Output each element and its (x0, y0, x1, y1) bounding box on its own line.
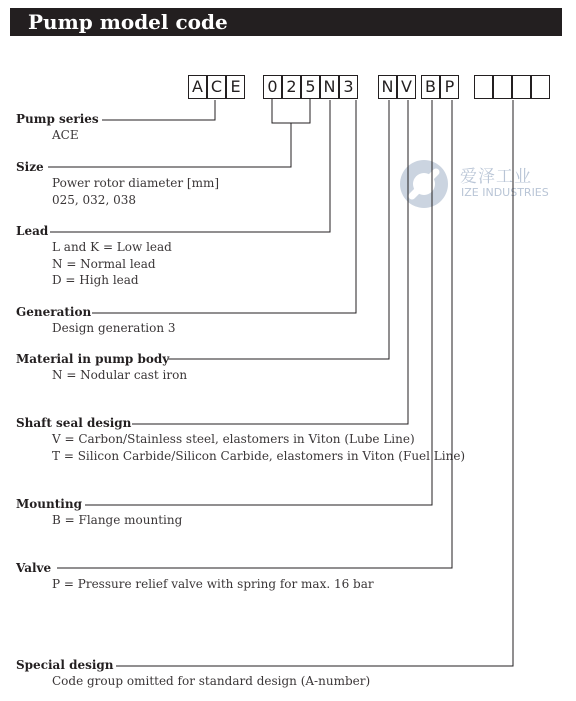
code-box: C (207, 75, 226, 99)
code-box: V (397, 75, 416, 99)
code-box: N (320, 75, 339, 99)
section-line: Power rotor diameter [mm] (52, 176, 220, 190)
section-generation (16, 305, 176, 337)
section-line: N = Normal lead (52, 256, 156, 271)
watermark-cn: 爱泽工业 (460, 167, 532, 187)
section-line: D = High lead (52, 273, 139, 287)
section-special-design (16, 658, 370, 690)
section-line: T = Silicon Carbide/Silicon Carbide, elastomers in Viton (Fuel Line) (52, 448, 466, 463)
section-heading: Size (16, 160, 44, 174)
section-heading: Material in pump body (16, 352, 170, 366)
section-heading: Mounting (16, 497, 82, 511)
code-box: E (226, 75, 245, 99)
section-line: ACE (52, 128, 79, 142)
section-line: Design generation 3 (52, 321, 176, 335)
section-heading: Shaft seal design (16, 416, 132, 430)
page-title: Pump model code (28, 10, 228, 34)
code-box: 5 (301, 75, 320, 99)
section-mounting (16, 497, 182, 529)
section-lead (16, 224, 172, 289)
code-box: P (440, 75, 459, 99)
section-line: L and K = Low lead (52, 240, 172, 254)
code-box: A (188, 75, 207, 99)
section-shaft-seal (16, 416, 465, 464)
section-line: B = Flange mounting (52, 513, 183, 527)
section-heading: Valve (16, 561, 52, 575)
section-heading: Generation (16, 305, 92, 319)
section-line: V = Carbon/Stainless steel, elastomers in Viton (Lube Line) (52, 432, 415, 446)
code-box: 3 (339, 75, 358, 99)
code-box: 2 (282, 75, 301, 99)
section-material (16, 352, 187, 384)
section-heading: Pump series (16, 112, 99, 126)
section-pump-series (16, 112, 99, 144)
code-box: 0 (263, 75, 282, 99)
section-heading: Lead (16, 224, 49, 238)
section-heading: Special design (16, 658, 114, 672)
section-size (16, 160, 219, 208)
code-box: B (421, 75, 440, 99)
watermark-en: IZE INDUSTRIES (461, 186, 549, 199)
section-line: Code group omitted for standard design (A-number) (52, 674, 371, 688)
section-valve (16, 561, 374, 593)
code-box: N (378, 75, 397, 99)
section-line: P = Pressure relief valve with spring for max. 16 bar (52, 577, 374, 591)
section-line: 025, 032, 038 (52, 192, 136, 207)
section-line: N = Nodular cast iron (52, 368, 188, 382)
